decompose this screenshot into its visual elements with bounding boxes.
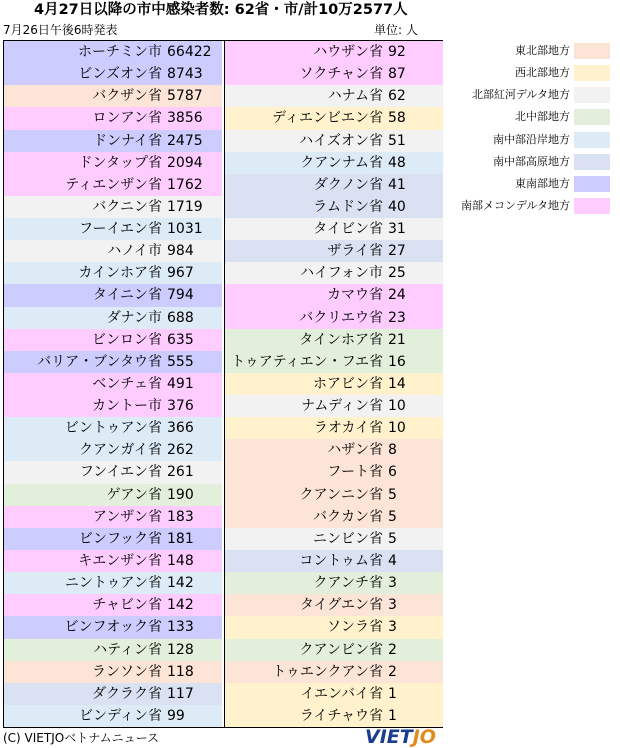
province-name: キエンザン省	[78, 552, 162, 569]
announcement-date: 7月26日午後6時発表	[3, 23, 118, 37]
legend-label: 東北部地方	[515, 44, 570, 57]
province-name: ゲアン省	[106, 486, 162, 503]
table-row	[225, 373, 443, 395]
legend-swatch	[574, 176, 610, 192]
case-count: 87	[388, 66, 406, 83]
table-row	[225, 683, 443, 705]
province-name: ティエンザン省	[65, 176, 162, 193]
case-count: 6	[388, 464, 397, 481]
province-name: ドンタップ省	[78, 154, 162, 171]
unit-label: 単位: 人	[374, 23, 418, 37]
legend-item-tonan	[454, 173, 614, 195]
table-row	[225, 616, 443, 638]
legend-swatch	[574, 154, 610, 170]
table-row	[225, 661, 443, 683]
legend-label: 南中部沿岸地方	[493, 132, 570, 146]
province-name: ハイズオン省	[299, 132, 383, 149]
province-name: ダクノン省	[313, 176, 383, 193]
province-name: ホーチミン市	[78, 44, 162, 60]
case-count: 51	[388, 132, 406, 149]
case-count: 1031	[167, 221, 203, 238]
case-count: 27	[388, 243, 406, 260]
case-count: 92	[388, 44, 406, 60]
province-name: カントー市	[92, 398, 162, 415]
case-count: 4	[388, 552, 397, 569]
table-row	[4, 373, 222, 395]
case-count: 190	[167, 486, 194, 503]
legend-swatch	[574, 109, 610, 125]
case-count: 23	[388, 309, 406, 326]
case-count: 24	[388, 287, 406, 304]
province-name: ハナム省	[327, 88, 383, 105]
vietjo-logo	[365, 726, 436, 748]
case-count: 148	[167, 552, 194, 569]
case-count: 10	[388, 420, 406, 437]
table-row	[4, 572, 222, 594]
table-row	[225, 528, 443, 550]
province-name: ソクチャン省	[299, 66, 383, 83]
logo-text-jo: JO	[412, 726, 436, 748]
table-row	[4, 616, 222, 638]
table-row	[4, 307, 222, 329]
province-name: ランソン省	[92, 663, 162, 680]
province-name: ハティン省	[93, 641, 162, 658]
province-name: タイニン省	[92, 287, 162, 304]
province-name: バクリエウ省	[299, 309, 383, 326]
table-row	[225, 240, 443, 262]
legend-item-hokuchu	[454, 106, 614, 128]
table-row	[4, 41, 222, 63]
table-row	[225, 594, 443, 616]
province-name: バクニン省	[92, 198, 162, 215]
case-count: 261	[167, 464, 194, 481]
table-row	[4, 107, 222, 129]
province-name: ホアビン省	[313, 375, 383, 392]
case-count: 99	[167, 707, 185, 724]
table-row	[225, 439, 443, 461]
legend-label: 東南部地方	[515, 176, 570, 190]
table-row	[225, 284, 443, 306]
province-name: ドンナイ省	[92, 132, 162, 149]
table-column-left	[4, 41, 222, 727]
table-row	[4, 484, 222, 506]
table-row	[225, 262, 443, 284]
table-row	[4, 461, 222, 483]
table-row	[225, 107, 443, 129]
case-count: 117	[167, 685, 194, 702]
province-name: ベンチェ省	[92, 375, 162, 392]
table-row	[225, 85, 443, 107]
table-row	[4, 661, 222, 683]
province-name: ビンフック省	[78, 530, 162, 547]
province-name: ダナン市	[106, 309, 162, 326]
province-name: ハザン省	[327, 442, 383, 459]
table-column-right	[224, 41, 443, 727]
legend-swatch	[574, 87, 610, 103]
case-count: 133	[167, 619, 194, 636]
table-row	[225, 152, 443, 174]
table-row	[225, 639, 443, 661]
case-count: 25	[388, 265, 406, 282]
case-count: 5	[388, 530, 397, 547]
table-row	[4, 417, 222, 439]
province-name: バクカン省	[313, 508, 383, 525]
case-count: 2	[388, 641, 397, 658]
case-count: 8	[388, 442, 397, 459]
province-name: タイビン省	[313, 221, 383, 238]
province-name: クアンチ省	[313, 575, 383, 592]
case-count: 366	[167, 420, 194, 437]
table-row	[4, 152, 222, 174]
table-row	[4, 63, 222, 85]
table-row	[225, 395, 443, 417]
table-row	[225, 307, 443, 329]
province-name: トゥエンクアン省	[272, 663, 383, 680]
case-count: 555	[167, 353, 194, 370]
legend-swatch	[574, 198, 610, 214]
case-count: 491	[167, 375, 194, 392]
province-name: チャビン省	[92, 597, 162, 614]
province-name: バクザン省	[92, 88, 162, 105]
province-name: ラムドン省	[313, 198, 383, 215]
case-count: 2094	[167, 154, 203, 171]
copyright-footer: (C) VIETJOベトナムニュース	[3, 731, 160, 745]
case-count: 5	[388, 508, 397, 525]
legend-item-nanchu_coast	[454, 129, 614, 151]
case-count: 3	[388, 597, 397, 614]
table-row	[4, 506, 222, 528]
province-name: クアンビン省	[299, 641, 383, 658]
case-count: 58	[388, 110, 406, 127]
table-row	[4, 262, 222, 284]
table-row	[4, 705, 222, 727]
legend-swatch	[574, 132, 610, 148]
province-name: クアンガイ省	[78, 442, 162, 459]
table-row	[4, 395, 222, 417]
case-count: 3856	[167, 110, 203, 127]
province-name: ザライ省	[327, 243, 383, 260]
table-row	[4, 130, 222, 152]
case-count: 8743	[167, 66, 203, 83]
case-count: 1	[388, 707, 397, 724]
case-count: 66422	[167, 44, 212, 60]
case-count: 376	[167, 398, 194, 415]
table-row	[4, 439, 222, 461]
case-count: 5787	[167, 88, 203, 105]
province-name: フート省	[327, 464, 383, 481]
table-row	[225, 174, 443, 196]
province-name: ニンビン省	[313, 530, 383, 547]
province-name: ビンロン省	[92, 331, 162, 348]
province-name: タイグエン省	[299, 597, 383, 614]
table-row	[4, 196, 222, 218]
legend-swatch	[574, 43, 610, 59]
case-count: 142	[167, 597, 194, 614]
province-name: ディエンビエン省	[272, 110, 383, 127]
province-name: バリア・ブンタウ省	[37, 353, 162, 370]
legend-label: 南中部高原地方	[493, 154, 570, 168]
legend-label: 南部メコンデルタ地方	[460, 198, 570, 212]
table-row	[225, 572, 443, 594]
province-name: ロンアン省	[92, 110, 162, 127]
case-count: 1762	[167, 176, 203, 193]
case-count: 10	[388, 398, 406, 415]
table-row	[4, 284, 222, 306]
case-count: 3	[388, 619, 397, 636]
province-name: ソンラ省	[327, 619, 383, 636]
legend-item-koga	[454, 84, 614, 106]
province-name: カインホア省	[78, 265, 162, 282]
case-count: 62	[388, 88, 406, 105]
case-count: 5	[388, 486, 397, 503]
case-count: 688	[167, 309, 194, 326]
table-row	[4, 550, 222, 572]
table-row	[225, 41, 443, 63]
case-count: 118	[167, 663, 194, 680]
table-row	[4, 683, 222, 705]
province-name: クアンナム省	[300, 154, 383, 171]
case-count: 142	[167, 575, 194, 592]
case-count: 41	[388, 176, 406, 193]
case-count: 3	[388, 575, 397, 592]
case-count: 635	[167, 331, 194, 348]
legend-item-seihoku	[454, 62, 614, 84]
logo-text-viet: VIET	[365, 726, 413, 748]
legend-swatch	[574, 65, 610, 81]
province-name: フーイエン省	[78, 221, 162, 238]
case-count: 2475	[167, 132, 203, 149]
table-row	[4, 528, 222, 550]
legend-label: 西北部地方	[515, 66, 570, 80]
case-count: 1719	[167, 198, 203, 215]
table-row	[225, 550, 443, 572]
table-row	[4, 174, 222, 196]
province-name: アンザン省	[92, 508, 162, 525]
province-name: ビンディン省	[79, 707, 162, 724]
table-row	[4, 351, 222, 373]
table-row	[4, 240, 222, 262]
case-count: 1	[388, 685, 397, 702]
province-name: フンイエン省	[79, 464, 162, 481]
province-name: ライチャウ省	[299, 707, 383, 724]
table-row	[225, 461, 443, 483]
table-row	[4, 218, 222, 240]
table-row	[225, 63, 443, 85]
table-row	[225, 130, 443, 152]
case-count: 16	[388, 353, 406, 370]
case-count: 794	[167, 287, 194, 304]
case-count: 40	[388, 198, 406, 215]
case-count: 128	[167, 641, 194, 658]
case-count: 48	[388, 154, 406, 171]
province-name: ダクラク省	[92, 685, 162, 702]
province-name: ビンズオン省	[78, 66, 162, 83]
case-count: 984	[167, 243, 194, 260]
cases-table	[3, 40, 443, 728]
chart-title: 4月27日以降の市中感染者数: 62省・市/計10万2577人	[34, 2, 408, 18]
legend-item-tohoku	[454, 40, 614, 62]
table-row	[225, 329, 443, 351]
province-name: コントゥム省	[299, 552, 383, 569]
table-row	[4, 594, 222, 616]
table-row	[225, 196, 443, 218]
case-count: 14	[388, 375, 406, 392]
table-row	[4, 85, 222, 107]
province-name: ラオカイ省	[313, 420, 383, 437]
case-count: 2	[388, 663, 397, 680]
province-name: ハイフォン市	[300, 265, 383, 282]
table-row	[225, 218, 443, 240]
table-row	[4, 639, 222, 661]
case-count: 31	[388, 221, 406, 238]
province-name: カマウ省	[327, 287, 383, 304]
province-name: ハノイ市	[107, 243, 162, 260]
table-row	[225, 705, 443, 727]
province-name: タインホア省	[299, 331, 383, 348]
case-count: 181	[167, 530, 194, 547]
province-name: クアンニン省	[299, 486, 383, 503]
case-count: 967	[167, 265, 194, 282]
province-name: ニントゥアン省	[64, 575, 162, 592]
province-name: ビンフオック省	[64, 619, 162, 636]
table-row	[4, 329, 222, 351]
case-count: 262	[167, 442, 194, 459]
table-row	[225, 417, 443, 439]
legend-label: 北中部地方	[515, 110, 570, 124]
province-name: イエンバイ省	[300, 685, 383, 702]
legend-label: 北部紅河デルタ地方	[471, 88, 570, 102]
table-row	[225, 506, 443, 528]
legend-item-mekong	[454, 195, 614, 217]
case-count: 21	[388, 331, 406, 348]
province-name: トゥアティエン・フエ省	[231, 353, 383, 370]
legend-item-nanchu_high	[454, 151, 614, 173]
province-name: ナムディン省	[301, 398, 383, 415]
case-count: 183	[167, 508, 194, 525]
table-row	[225, 351, 443, 373]
table-row	[225, 484, 443, 506]
province-name: ビントゥアン省	[64, 420, 162, 437]
province-name: ハウザン省	[313, 44, 383, 60]
